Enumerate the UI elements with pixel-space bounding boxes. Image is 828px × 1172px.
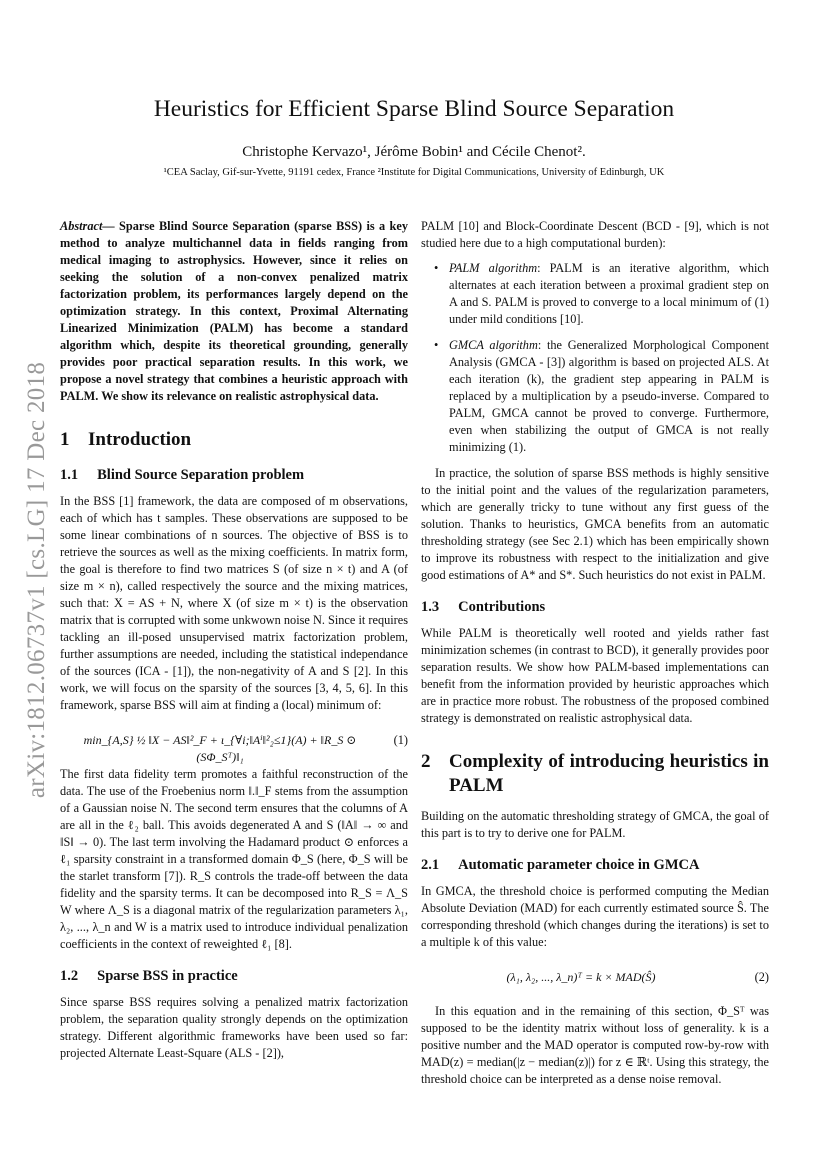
list-item [421,260,769,328]
abstract-text: Sparse Blind Source Separation (sparse BSS) is a key method to analyze multichannel data in fields ranging from medical imaging to astrophysics. However, since it relies on seeking the solution of a non-convex penalized matrix factorization problem, its performances largely depend on the optimization strategy. In this context, Proximal Alternating Linearized Minimization (PALM) has become a standard algorithm which, despite its theoretical grounding, generally provides poor practical separation results. In this work, we propose a novel strategy that combines a heuristic approach with PALM. We show its relevance on realistic astrophysical data. [60,219,408,403]
list-item-label: GMCA algorithm [449,338,538,352]
paragraph: In GMCA, the threshold choice is performed computing the Median Absolute Deviation (MAD) for each currently estimated source Ŝ. The corresponding threshold (which changes during the iterations) is set to a multiple k of this value: [421,884,769,949]
subsection-heading [60,967,408,985]
list-item [421,337,769,456]
equation [60,724,408,764]
bullet-icon: • [434,261,439,275]
list-item-label: PALM algorithm [449,261,538,275]
subsection-heading [421,598,769,616]
subsection-heading [60,466,408,484]
paragraph: In practice, the solution of sparse BSS methods is highly sensitive to the initial point and the values of the regularization parameters, which are generally tricky to tune without any first guess of the solution. Thanks to heuristics, GMCA benefits from an automatic thresholding strategy (see Sec 2.1) which has been empirically shown to improve its robustness with respect to the initialization and give good estimations of A* and S*. Such heuristics do not exist in PALM. [421,466,769,582]
subsection-title: Blind Source Separation problem [97,467,305,483]
paragraph: The first data fidelity term promotes a faithful reconstruction of the data. The use of the Froebenius norm ‖.‖_F stems from the assumption of a Gaussian noise N. The second term ensures that the columns of A are all in the ℓ₂ ball. This avoids degenerated A and S (‖A‖ → ∞ and ‖S‖ → 0). The last term involving the Hadamard product ⊙ enforces a ℓ₁ sparsity constraint in a transformed domain Φ_S (here, Φ_S will be the starlet transform [7]). R_S controls the trade-off between the data fidelity and the sparsity terms. It can be decomposed into R_S = Λ_S W where Λ_S is a diagonal matrix of the regularization parameters λ₁, λ₂, ..., λ_n and W is a matrix used to introduce individual penalization coefficients in the context of reweighted ℓ₁ [8]. [60,767,408,951]
subsection-title: Automatic parameter choice in GMCA [458,857,700,873]
right-column [421,218,769,1088]
section-number: 2 [421,751,431,772]
paragraph: Building on the automatic thresholding strategy of GMCA, the goal of this part is to try to derive one for PALM. [421,809,769,840]
paragraph: PALM [10] and Block-Coordinate Descent (BCD - [9], which is not studied here due to a high computational burden): [421,219,769,250]
paragraph: Since sparse BSS requires solving a penalized matrix factorization problem, the separation quality strongly depends on the optimization strategy. Different algorithmic frameworks have been used so far: projected Alternate Least-Square (ALS - [2]), [60,995,408,1060]
subsection-title: Sparse BSS in practice [97,968,238,984]
paper-authors: Christophe Kervazo¹, Jérôme Bobin¹ and Cécile Chenot². [242,144,586,160]
subsection-number: 2.1 [421,857,440,873]
equation-body: min_{A,S} ½ ‖X − AS‖²_F + ι_{∀i;‖Aⁱ‖²₂≤1}(A) + ‖R_S ⊙ (SΦ_Sᵀ)‖₁ [83,733,357,764]
list-item-text: : PALM is an iterative algorithm, which alternates at each iteration between a proximal gradient step on A and S. PALM is proved to converge to a local minimum of (1) under mild conditions [10]. [449,261,769,326]
arxiv-id: arXiv:1812.06737v1 [cs.LG] 17 Dec 2018 [23,361,50,799]
paragraph: While PALM is theoretically well rooted and yields rather fast minimization schemes (in contrast to BCD), it generally provides poor separation results. We show how PALM-based implementations can benefit from the information provided by heuristic approaches which are in practice more robust. The robustness of the proposed combined strategy is demonstrated on realistic astrophysical data. [421,626,769,725]
bullet-icon: • [434,338,439,352]
abstract-label: Abstract— [60,219,115,233]
section-number: 1 [60,429,70,450]
paper-affiliations: ¹CEA Saclay, Gif-sur-Yvette, 91191 cedex, France ²Institute for Digital Communications, University of Edinburgh, UK [163,167,665,178]
list-item-text: : the Generalized Morphological Component Analysis (GMCA - [3]) algorithm is based on projected ALS. At each iteration (k), the gradient step appearing in PALM is replaced by a multiplication by a pseudo-inverse. Compared to PALM, GMCA cannot be proved to converge. Furthermore, even when stabilizing the output of GMCA is not really minimizing (1). [449,338,769,454]
left-column [60,218,408,1062]
section-heading [60,428,408,452]
abstract [60,218,408,405]
section-title: Introduction [88,429,192,450]
algorithm-list [421,260,769,456]
subsection-number: 1.2 [60,968,79,984]
section-title: Complexity of introducing heuristics in PALM [449,751,769,796]
equation-number: (2) [754,970,769,984]
paper-title: Heuristics for Efficient Sparse Blind Source Separation [153,96,675,122]
subsection-heading [421,856,769,874]
subsection-title: Contributions [458,599,546,615]
subsection-number: 1.1 [60,467,79,483]
equation [421,961,769,995]
paragraph: In the BSS [1] framework, the data are composed of m observations, each of which has t samples. These observations are supposed to be some linear combinations of n sources. The objective of BSS is to retrieve the sources as well as the mixing coefficients. In matrix form, the goal is therefore to find two matrices S (of size n × t) and A (of size m × n), called respectively the source and the mixing matrices, such that: X = AS + N, where X (of size m × t) is the observation matrix that is corrupted with some unkwown noise N. Since it requires tackling an ill-posed unsupervised matrix factorization problem, further assumptions are needed, including the statistical independance of the sources (ICA - [1]), the non-negativity of A and S [2]. In this work, we will focus on the sparsity of the sources [3, 4, 5, 6]. In this framework, sparse BSS will aim at finding a (local) minimum of: [60,494,408,712]
equation-number: (1) [393,733,408,747]
equation-body: (λ₁, λ₂, ..., λ_n)ᵀ = k × MAD(Ŝ) [506,970,656,984]
arxiv-stamp [17,330,57,830]
paragraph: In this equation and in the remaining of this section, Φ_Sᵀ was supposed to be the identity matrix without loss of generality. k is a positive number and the MAD operator is computed row-by-row with MAD(z) = median(|z − median(z)|) for z ∈ ℝᵗ. Using this strategy, the threshold choice can be interpreted as a dense noise removal. [421,1004,769,1086]
section-heading [421,750,769,798]
subsection-number: 1.3 [421,599,440,615]
